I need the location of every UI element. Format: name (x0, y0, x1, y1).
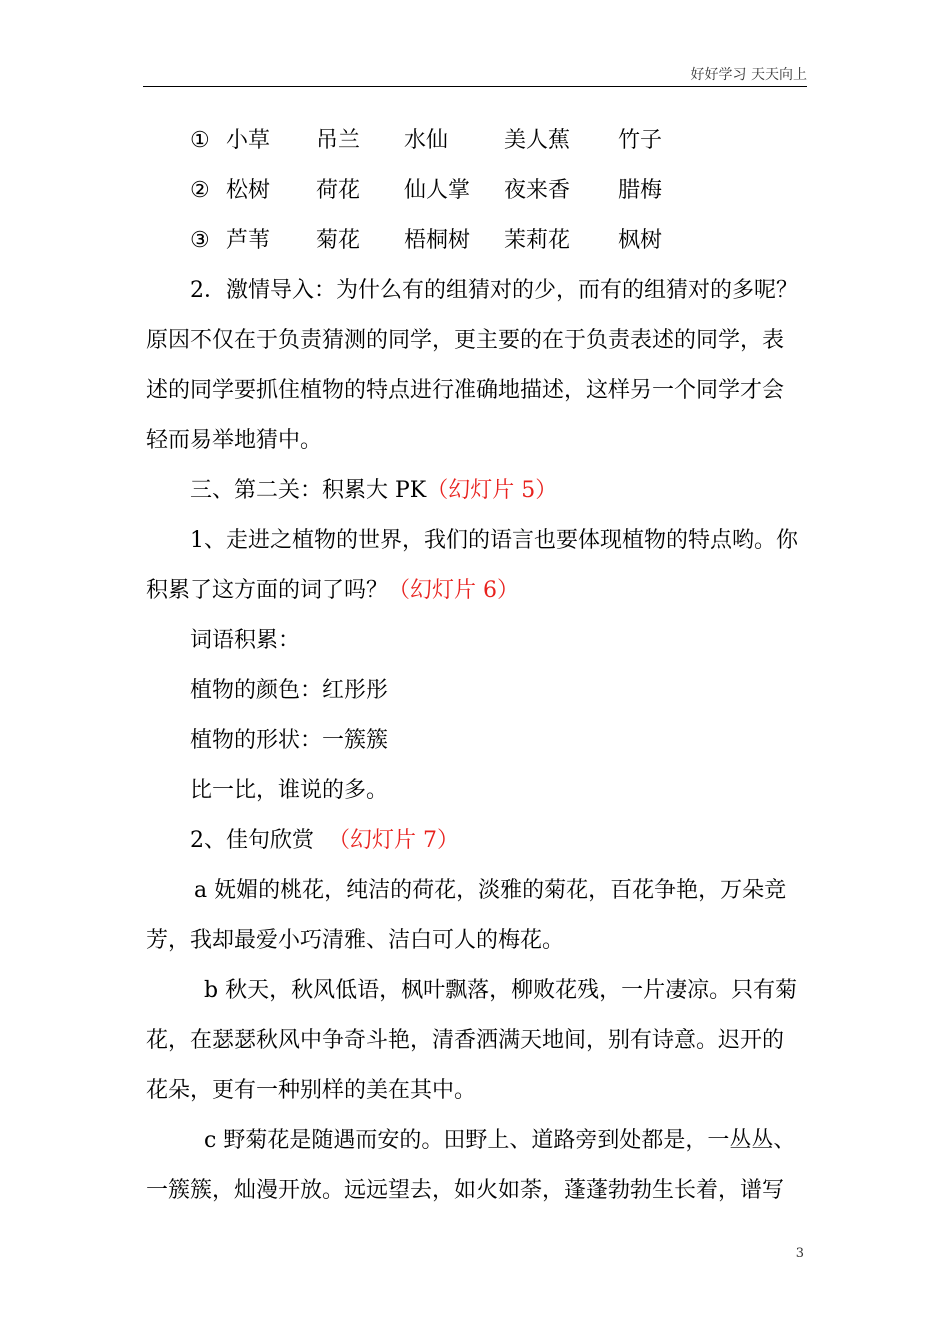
plant-row-3 (146, 216, 808, 266)
sentences-heading (146, 816, 808, 866)
intro-paragraph-line: 2．激情导入：为什么有的组猜对的少，而有的组猜对的多呢？ (190, 278, 798, 303)
plant-name: 芦苇 (226, 228, 271, 253)
plant-name: 腊梅 (618, 178, 663, 203)
plant-name: 竹子 (618, 128, 663, 153)
intro-paragraph-line: 轻而易举地猜中。 (146, 428, 323, 453)
header-motto: 好好学习 天天向上 (690, 67, 807, 83)
sentence-b-line: 花，在瑟瑟秋风中争奇斗艳，清香洒满天地间，别有诗意。迟开的 (146, 1028, 785, 1053)
sentence-a-line: a 妩媚的桃花，纯洁的荷花，淡雅的菊花，百花争艳，万朵竞 (194, 878, 787, 903)
section-heading-text: 三、第二关：积累大 PK (190, 478, 427, 503)
vocab-title: 词语积累： (190, 628, 301, 653)
sentence-b-line: b 秋天，秋风低语，枫叶飘落，柳败花残，一片凄凉。只有菊 (204, 978, 798, 1003)
plant-name: 夜来香 (504, 178, 571, 203)
plant-name: 茉莉花 (504, 228, 571, 253)
plant-name: 水仙 (404, 128, 449, 153)
document-body (146, 116, 808, 1216)
plant-name: 枫树 (618, 228, 663, 253)
plant-row-1 (146, 116, 808, 166)
row-number: ② (190, 178, 210, 203)
plant-name: 松树 (226, 178, 271, 203)
words-paragraph-text: 积累了这方面的词了吗？ (146, 578, 389, 603)
vocab-color: 植物的颜色：红彤彤 (190, 678, 389, 703)
slide-reference: （幻灯片 5） (426, 478, 558, 503)
plant-name: 小草 (226, 128, 271, 153)
row-number: ③ (190, 228, 210, 253)
sentence-c-line: c 野菊花是随遇而安的。田野上、道路旁到处都是，一丛丛、 (204, 1128, 796, 1153)
words-paragraph-line (146, 566, 808, 616)
vocab-compare: 比一比，谁说的多。 (190, 778, 389, 803)
section-heading (146, 466, 808, 516)
plant-name: 仙人掌 (404, 178, 471, 203)
plant-name: 梧桐树 (404, 228, 471, 253)
header-divider (143, 86, 807, 87)
plant-name: 美人蕉 (504, 128, 571, 153)
intro-paragraph-line: 原因不仅在于负责猜测的同学，更主要的在于负责表述的同学，表 (146, 328, 785, 353)
sentence-a-line: 芳，我却最爱小巧清雅、洁白可人的梅花。 (146, 928, 565, 953)
slide-reference: （幻灯片 6） (388, 578, 520, 603)
sentence-b-line: 花朵，更有一种别样的美在其中。 (146, 1078, 477, 1103)
vocab-shape: 植物的形状：一簇簇 (190, 728, 389, 753)
sentences-heading-text: 2、佳句欣赏 (190, 828, 328, 853)
page-number: 3 (795, 1246, 804, 1261)
words-paragraph-line: 1、走进之植物的世界，我们的语言也要体现植物的特点哟。你 (190, 528, 798, 553)
plant-name: 菊花 (316, 228, 361, 253)
plant-row-2 (146, 166, 808, 216)
plant-name: 荷花 (316, 178, 361, 203)
intro-paragraph-line: 述的同学要抓住植物的特点进行准确地描述，这样另一个同学才会 (146, 378, 785, 403)
plant-name: 吊兰 (316, 128, 361, 153)
sentence-c-line: 一簇簇，灿漫开放。远远望去，如火如荼，蓬蓬勃勃生长着，谱写 (146, 1178, 785, 1203)
slide-reference: （幻灯片 7） (327, 828, 459, 853)
row-number: ① (190, 128, 210, 153)
